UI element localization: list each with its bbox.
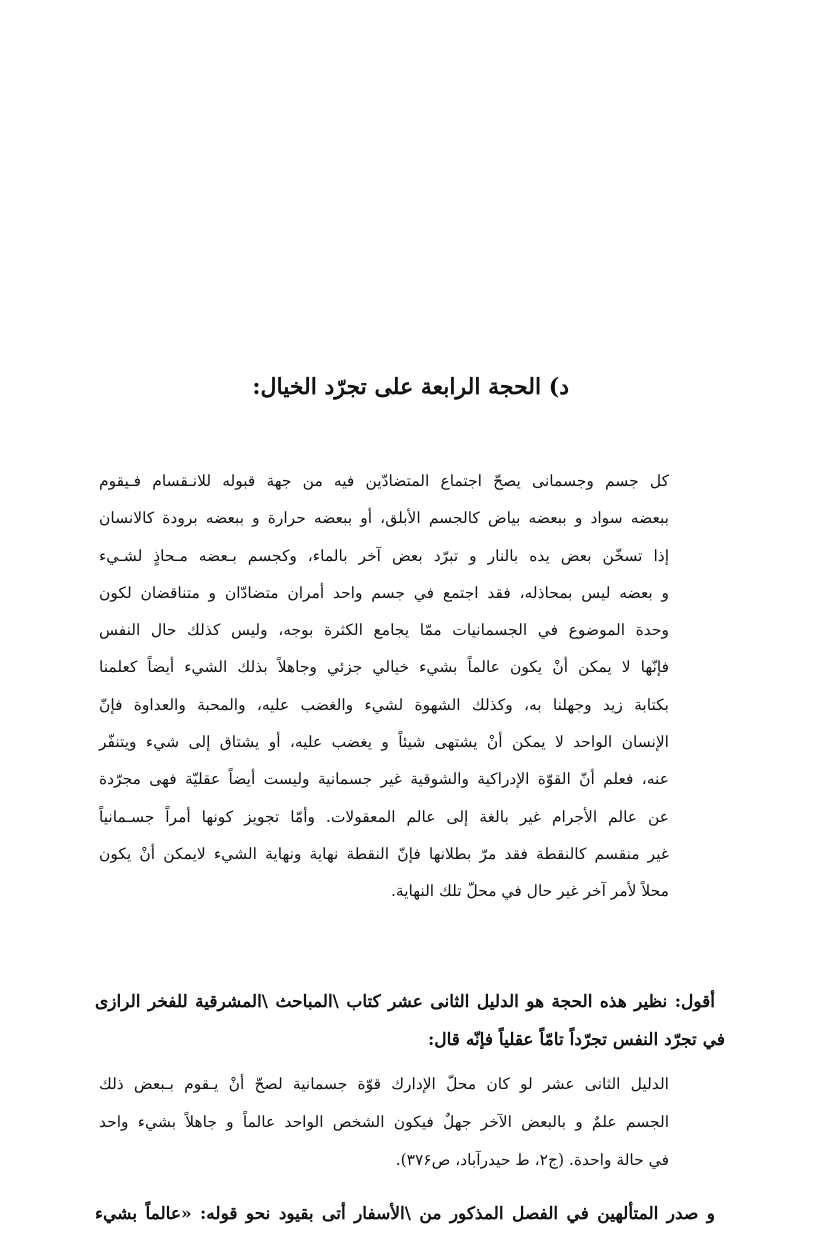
section-heading: د) الحجة الرابعة على تجرّد الخيال: (252, 374, 569, 400)
text-line: بكتابة زيد وجهلنا به، وكذلك الشهوة لشيء والغضب عليه، والمحبة والعداوة فإنّ (99, 695, 669, 714)
text-line: في حالة واحدة. (ج۲، ط حيدرآباد، ص۳۷۶). (395, 1151, 669, 1169)
quoted-argument (99, 463, 669, 911)
continuing-paragraph (95, 1195, 715, 1233)
text-line: إذا تسخّن بعض يده بالنار و تبرّد بعض آخر بالماء، وكجسم بـعضه مـحاذٍ لشـيء (99, 546, 669, 565)
text-line: فإنّها لا يمكن أنْ يكون عالماً بشيء خيالي جزئي وجاهلاً بذلك الشيء أيضاً كعلمنا (99, 658, 669, 677)
text-line: كل جسم وجسمانى يصحّ اجتماع المتضادّين فيه من جهة قبوله للانـقسام فـيقوم (99, 472, 669, 490)
text-line: غير منقسم كالنقطة فقد مرّ بطلانها فإنّ النقطة نهاية ونهاية الشيء لايمكن أنْ يكون (99, 844, 669, 863)
text-line: عنه، فعلم أنّ القوّة الإدراكية والشوقية غير جسمانية وليست أيضاً عقليّة فهى مجرّدة (99, 770, 669, 789)
author-comment (95, 983, 725, 1059)
quoted-evidence (99, 1065, 669, 1179)
text-line: و بعضه ليس بمحاذله، فقد اجتمع في جسم واحد أمران متضادّان و متناقضان لكون (99, 583, 669, 602)
text-line: في تجرّد النفس تجرّداً تامّاً عقلياً فإنّه قال: (427, 1030, 725, 1050)
text-line: محلاً لأمر آخر غير حال في محلّ تلك النهاية. (390, 882, 669, 901)
text-line: وحدة الموضوع في الجسمانيات ممّا يجامع الكثرة بوجه، وليس كذلك حال النفس (99, 621, 669, 640)
text-line: أقول: نظير هذه الحجة هو الدليل الثانى عشر كتاب \المباحث \المشرقية للفخر الرازى (95, 992, 715, 1012)
text-line: الإنسان الواحد لا يمكن أنْ يشتهى شيئاً و يغضب عليه، أو يشتاق إلى شيء ويتنفّر (99, 733, 669, 752)
text-line: الجسم علمٌ و بالبعض الآخر جهلٌ فيكون الشخص الواحد عالماً و جاهلاً بشيء واحد (99, 1113, 669, 1131)
text-line: عن عالم الأجرام غير بالغة إلى عالم المعقولات. وأمّا تجويز كونها أمراً جسـمانياً (99, 807, 669, 826)
text-line: و صدر المتألهين في الفصل المذكور من \الأسفار أتى بقيود نحو قوله: «عالماً بشيء (95, 1204, 715, 1224)
text-line: ببعضه سواد و ببعضه بياض كالجسم الأبلق، أو ببعضه حرارة و ببعضه برودة كالانسان (99, 509, 670, 528)
text-line: الدليل الثانى عشر لو كان محلّ الإدارك قوّة جسمانية لصحّ أنْ يـقوم بـبعض ذلك (99, 1075, 669, 1093)
